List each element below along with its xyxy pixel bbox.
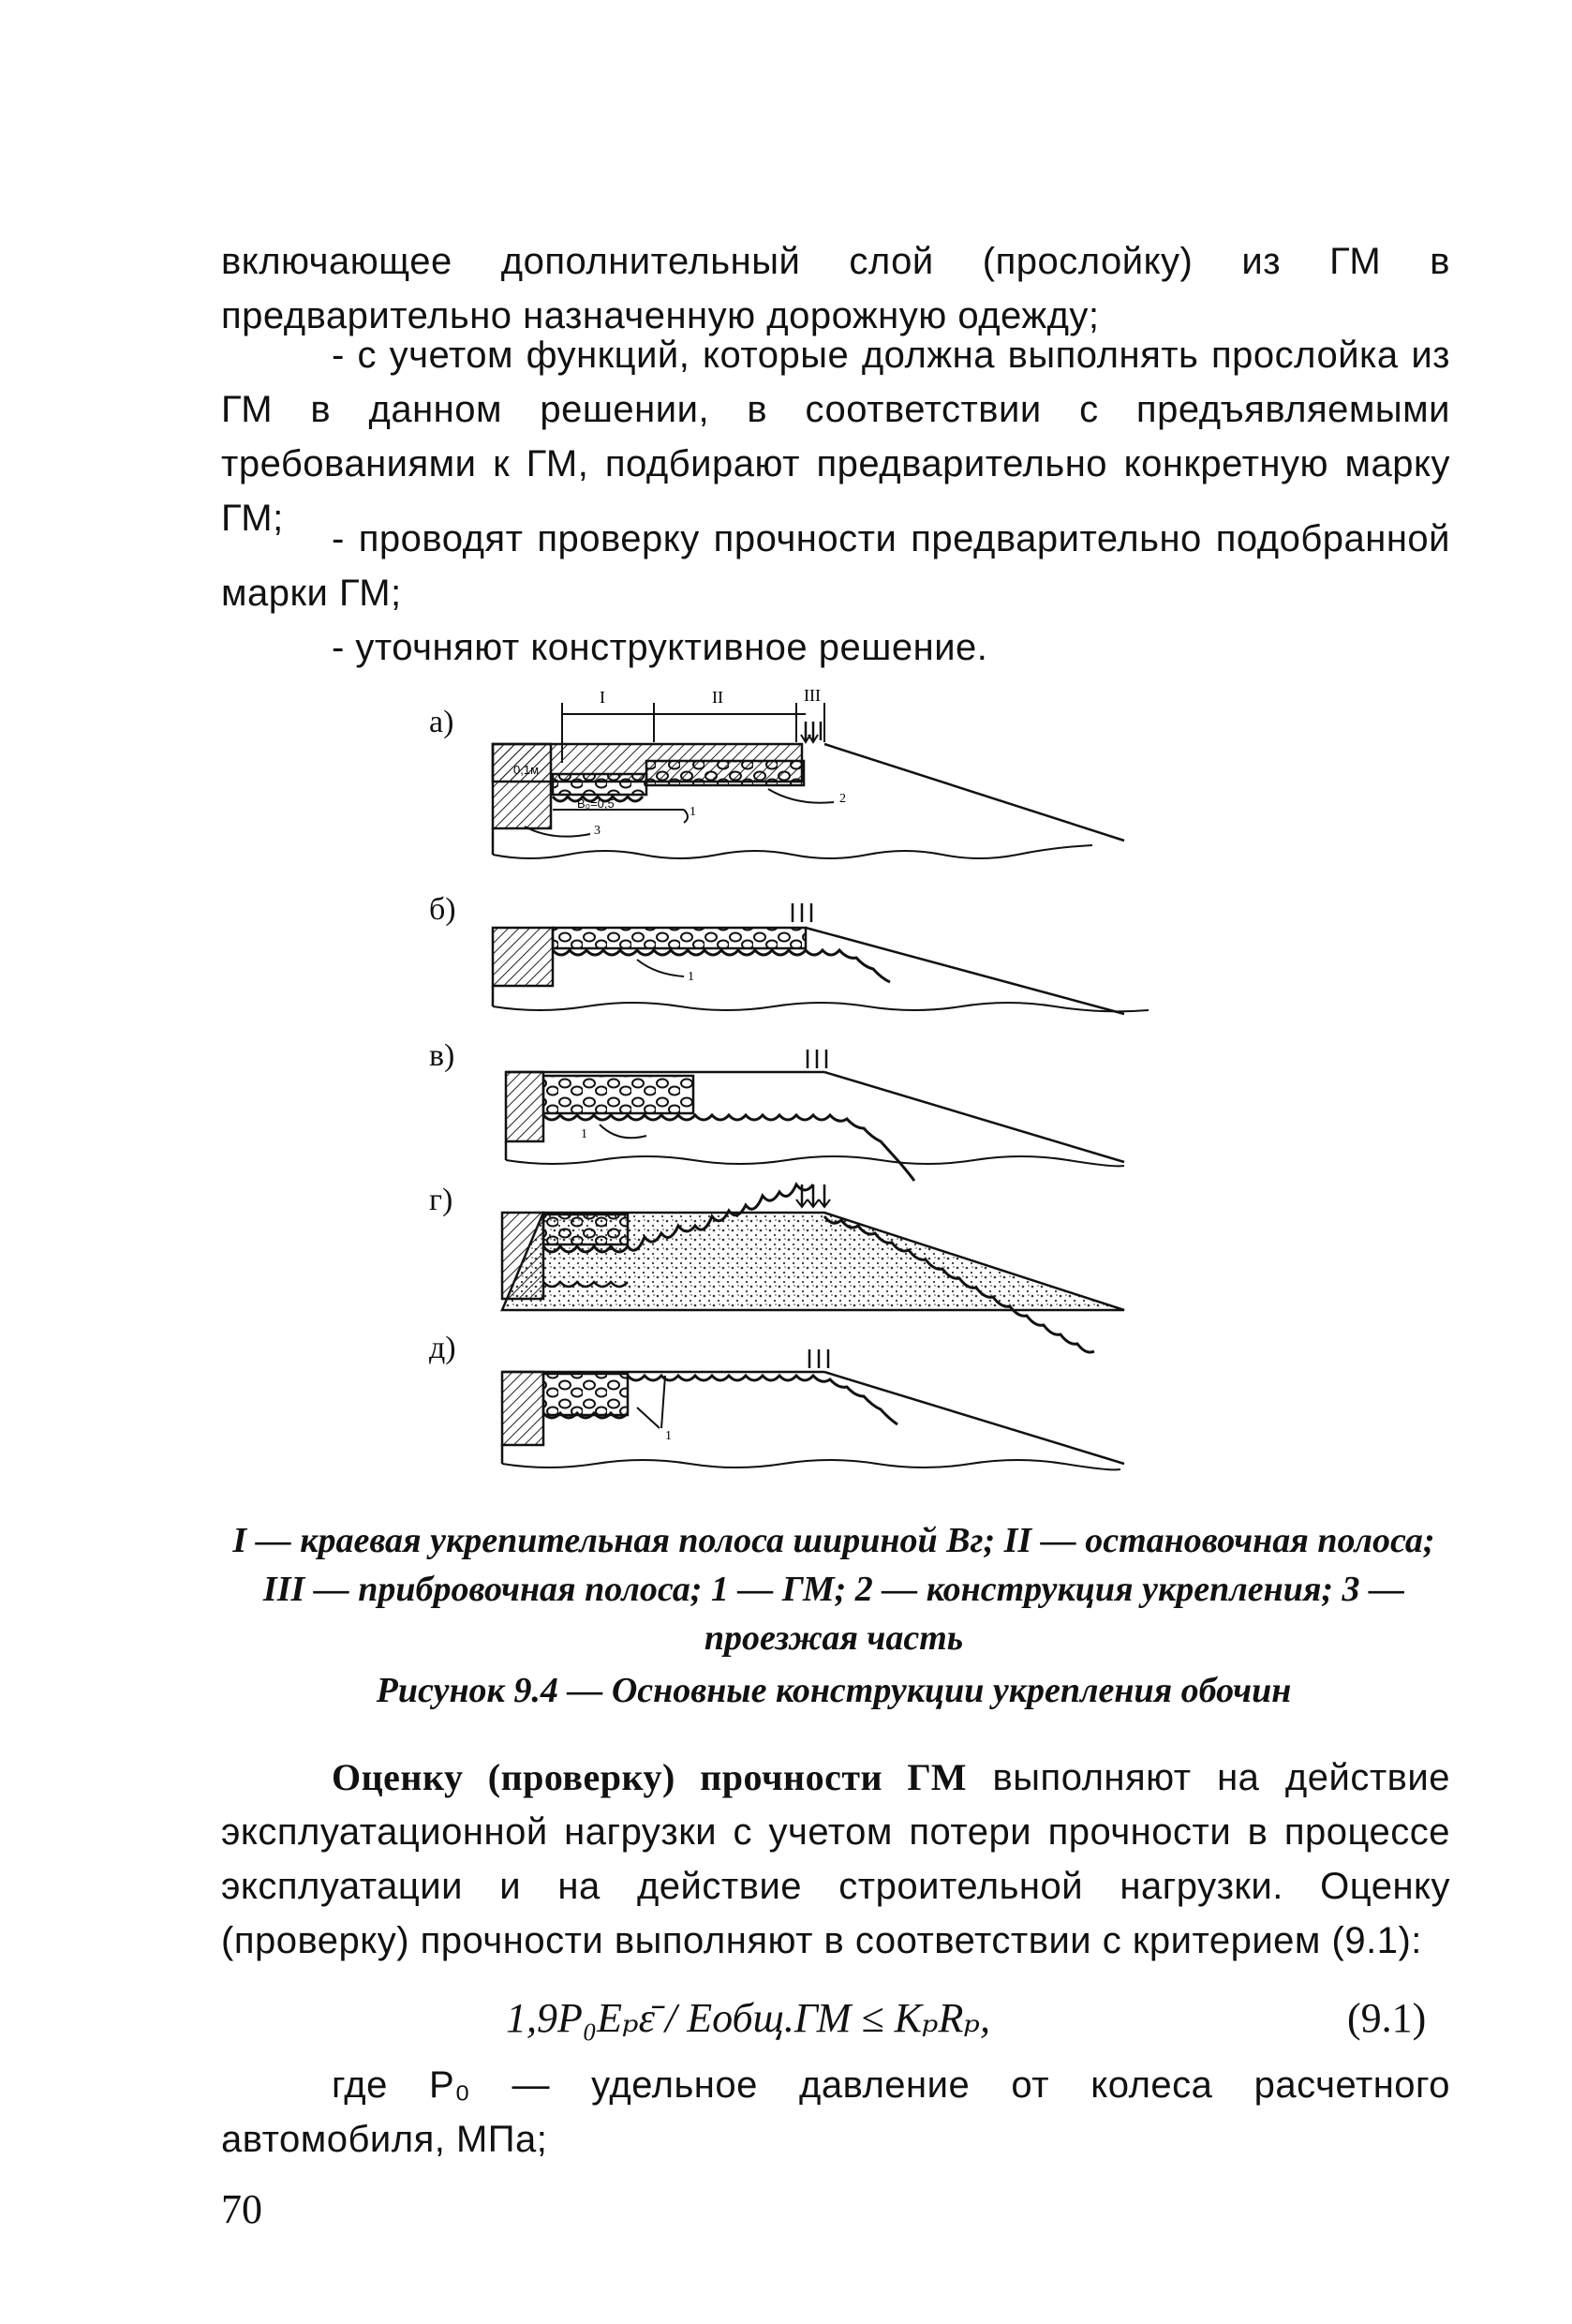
paragraph-bullet-check: - проводят проверку прочности предварительно подобранной марки ГМ; [221,518,1450,614]
page-number: 70 [221,2186,262,2232]
paragraph-where: где P₀ — удельное давление от колеса расчетного автомобиля, МПа; [221,2064,1450,2160]
figure-label-g: г) [429,1183,453,1217]
zone-ii-label: II [712,688,723,707]
figure-title: Рисунок 9.4 — Основные конструкции укрепления обочин [376,1671,1292,1710]
label-num-1-d: 1 [665,1429,672,1443]
figure-label-v: в) [429,1038,455,1073]
figure-label-a: а) [429,705,454,739]
formula: 1,9P₀Eₚε̄ / Eобщ.ГМ ≤ KₚRₚ, [506,1995,990,2041]
diagram-g [502,1184,1124,1352]
zone-iii-label: III [804,686,821,705]
diagram-a [493,686,1124,858]
label-num-1-v: 1 [581,1127,587,1141]
zone-i-label: I [600,688,605,707]
diagram-v [506,1050,1124,1181]
figure-legend: I — краевая укрепительная полоса шириной Bг; II — остановочная полоса; III — прибровочная полоса; 1 — ГМ; 2 — конструкция укрепления; 3 — проезжая часть [232,1521,1435,1658]
depth-label: 0,1м [513,763,540,777]
paragraph-intro: включающее дополнительный слой (прослойку) из ГМ в предварительно назначенную дорожную одежду; [221,241,1450,336]
formula-number: (9.1) [1347,1995,1427,2041]
label-num-1-b: 1 [688,970,694,984]
figure-label-d: д) [429,1331,456,1365]
bold-lead: Оценку (проверку) прочности ГМ [332,1756,968,1798]
paragraph-bullet-select: - с учетом функций, которые должна выполнять прослойка из ГМ в данном решении, в соответствии с предъявляемыми требованиями к ГМ, подбирают предварительно конкретную марку ГМ; [221,335,1450,539]
paragraph-strength-check [221,1750,1450,1968]
diagram-d [502,1349,1124,1469]
label-num-1-a: 1 [690,805,696,819]
label-num-2-a: 2 [839,792,846,806]
paragraph-bullet-refine: - уточняют конструктивное решение. [332,627,988,668]
shoulder-construction-figure [412,677,1162,1473]
diagram-b [493,903,1149,1014]
figure-label-b: б) [429,892,456,927]
label-num-3-a: 3 [594,824,601,838]
paragraph-rest: выполняют на действие эксплуатационной нагрузки с учетом потери прочности в процессе эксплуатации и на действие строительной нагрузки. Оценку (проверку) прочности выполняют в соответствии с критерием (9.1): [221,1757,1450,1961]
width-label: B₀=0,5 [577,797,615,811]
